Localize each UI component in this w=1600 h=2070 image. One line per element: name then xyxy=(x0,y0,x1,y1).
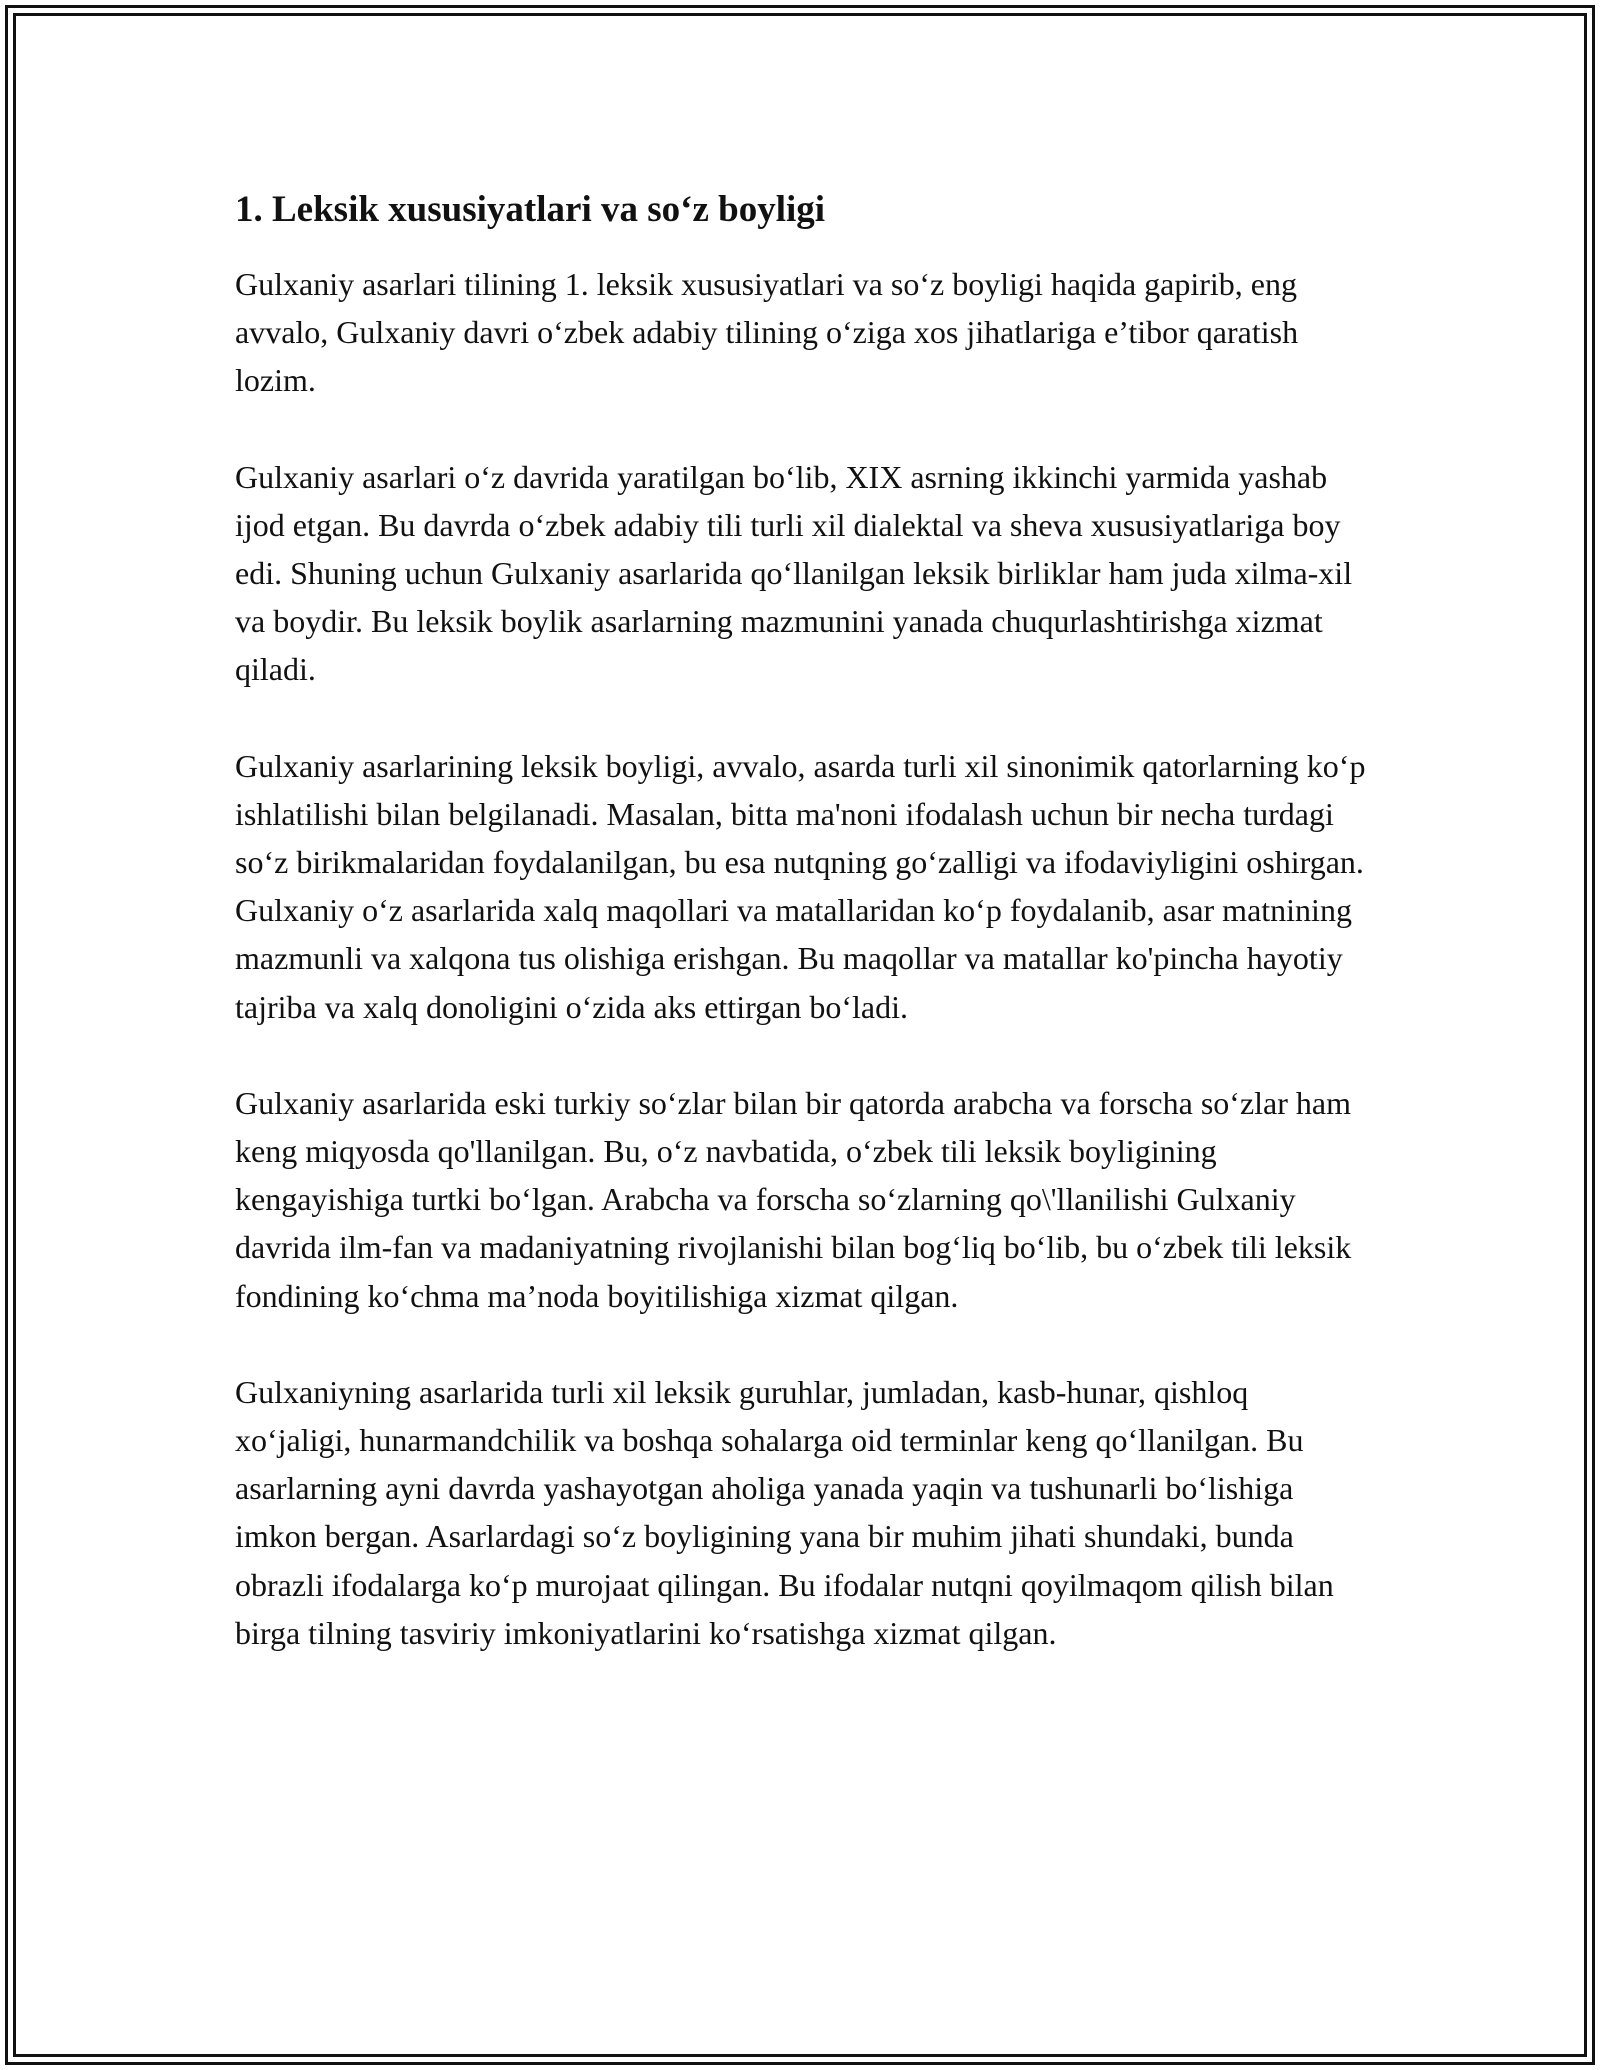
paragraph-2: Gulxaniy asarlari o‘z davrida yaratilgan bo‘lib, XIX asrning ikkinchi yarmida yashab ijod etgan. Bu davrda o‘zbek adabiy tili turli xil dialektal va sheva xususiyatlariga boy edi. Shuning uchun Gulxaniy asarlarida qo‘llanilgan leksik birliklar ham juda xilma-xil va boydir. Bu leksik boylik asarlarning mazmunini yanada chuqurlashtirishga xizmat qiladi. xyxy=(235,458,1353,688)
paragraph-1: Gulxaniy asarlari tilining 1. leksik xususiyatlari va so‘z boyligi haqida gapirib, eng avvalo, Gulxaniy davri o‘zbek adabiy tilining o‘ziga xos jihatlariga e’tibor qaratish lozim. xyxy=(235,266,1299,399)
paragraph-4: Gulxaniy asarlarida eski turkiy so‘zlar bilan bir qatorda arabcha va forscha so‘zlar ham keng miqyosda qo'llanilgan. Bu, o‘z navbatida, o‘zbek tili leksik boyligining kengayishiga turtki bo‘lgan. Arabcha va forscha so‘zlarning qo\'llanilishi Gulxaniy davrida ilm-fan va madaniyatning rivojlanishi bilan bog‘liq bo‘lib, bu o‘zbek tili leksik fondining ko‘chma ma’noda boyitilishiga xizmat qilgan. xyxy=(235,1084,1352,1314)
paragraph-3: Gulxaniy asarlarining leksik boyligi, avvalo, asarda turli xil sinonimik qatorlarning ko‘p ishlatilishi bilan belgilanadi. Masalan, bitta ma'noni ifodalash uchun bir necha turdagi so‘z birikmalaridan foydalanilgan, bu esa nutqning go‘zalligi va ifodaviyligini oshirgan. Gulxaniy o‘z asarlarida xalq maqollari va matallaridan ko‘p foydalanib, asar matnining mazmunli va xalqona tus olishiga erishgan. Bu maqollar va matallar ko'pincha hayotiy tajriba va xalq donoligini o‘zida aks ettirgan bo‘ladi. xyxy=(235,747,1366,1025)
paragraph-5: Gulxaniyning asarlarida turli xil leksik guruhlar, jumladan, kasb-hunar, qishloq xo‘jaligi, hunarmandchilik va boshqa sohalarga oid terminlar keng qo‘llanilgan. Bu asarlarning ayni davrda yashayotgan aholiga yanada yaqin va tushunarli bo‘lishiga imkon bergan. Asarlardagi so‘z boyligining yana bir muhim jihati shundaki, bunda obrazli ifodalarga ko‘p murojaat qilingan. Bu ifodalar nutqni qoyilmaqom qilish bilan birga tilning tasviriy imkoniyatlarini ko‘rsatishga xizmat qilgan. xyxy=(235,1373,1334,1651)
document-body xyxy=(235,186,1370,1705)
section-heading: 1. Leksik xususiyatlari va so‘z boyligi xyxy=(235,189,826,230)
